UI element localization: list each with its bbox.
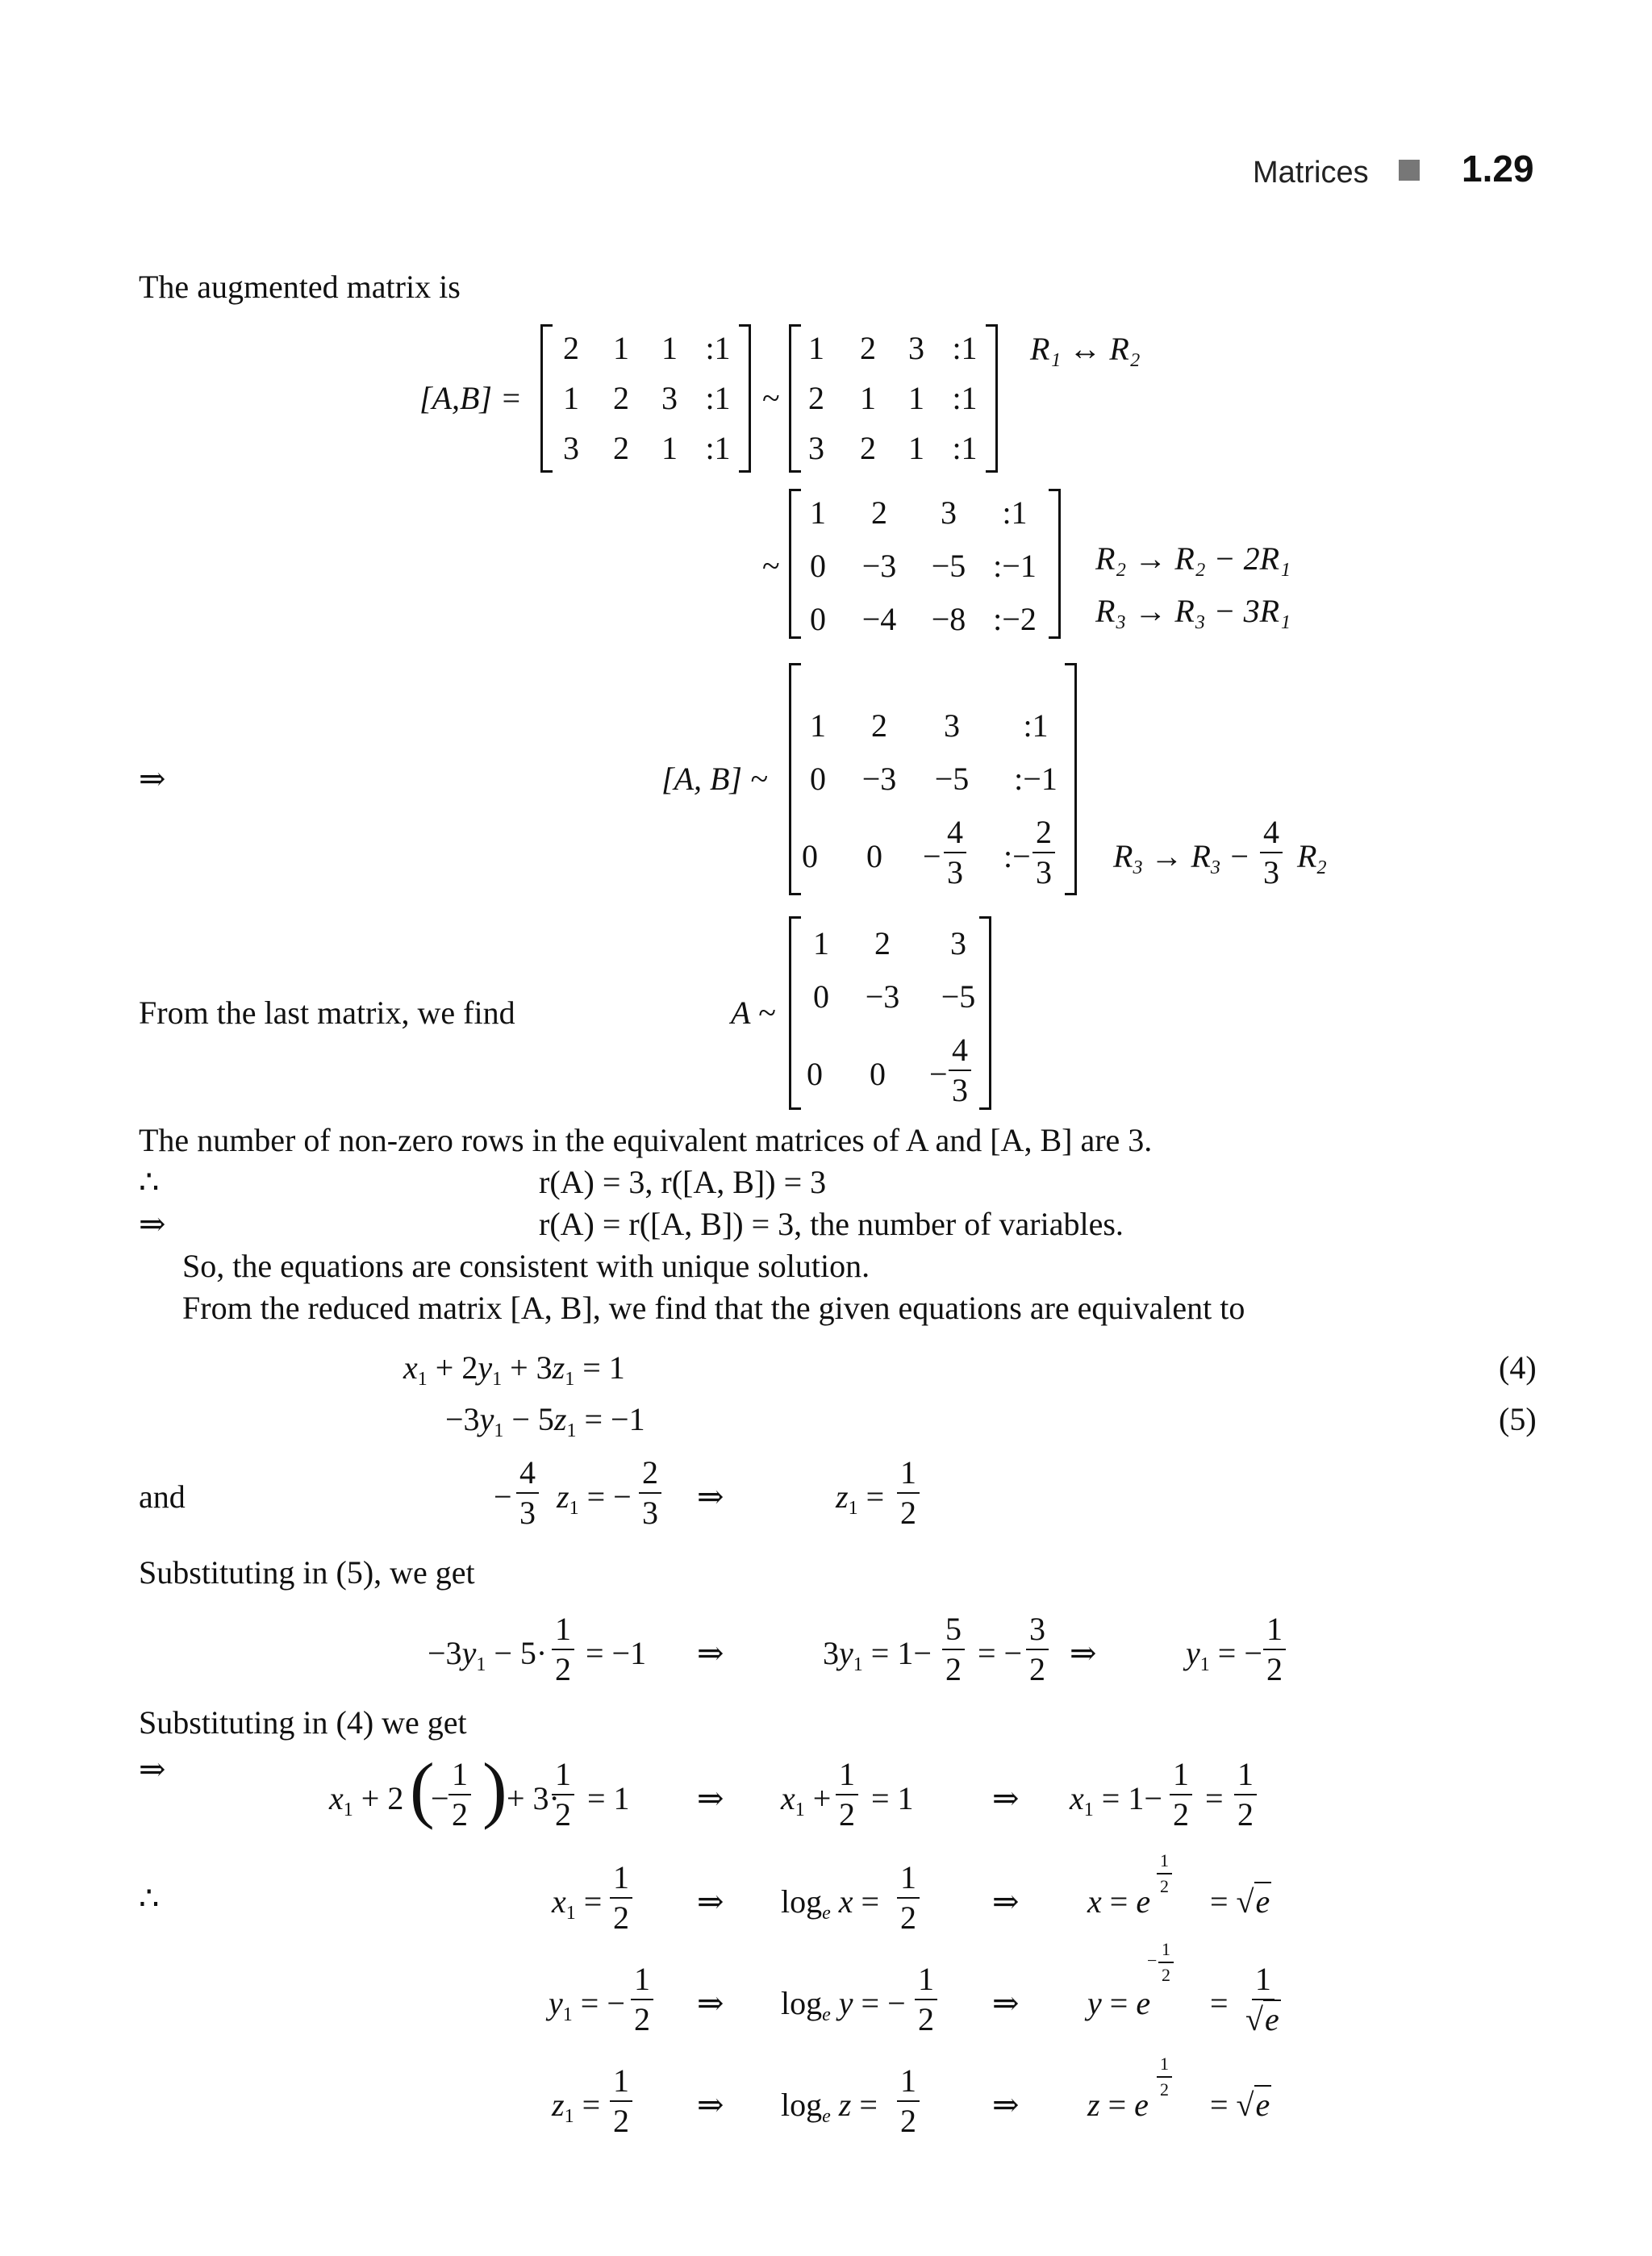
matrix-cell: 3 — [950, 925, 966, 961]
matrix-cell: −8 — [931, 601, 966, 637]
matrix-cell: 1 — [908, 380, 924, 416]
op-row3: R₃ → R₃ − 3R₁ — [1095, 593, 1291, 629]
matrix-cell: 2 — [871, 707, 887, 744]
implies-2: ⇒ — [139, 1206, 166, 1242]
from-last-text: From the last matrix, we find — [139, 995, 515, 1031]
matrix-cell: :−1 — [1014, 761, 1058, 797]
nonzero-rows-text: The number of non-zero rows in the equivalent matrices of A and [A, B] are 3. — [139, 1122, 1153, 1158]
matrix-cell: $\frac{4}{3}$ — [949, 1034, 971, 1107]
matrix-cell: 0 — [810, 601, 826, 637]
consistent-text: So, the equations are consistent with unique solution. — [182, 1248, 870, 1284]
matrix-cell: 1 — [810, 494, 826, 531]
tilde-1: ~ — [762, 380, 780, 416]
matrix-cell: 0 — [802, 838, 818, 874]
matrix-cell: :1 — [1023, 707, 1049, 744]
matrix-cell: 0 — [870, 1056, 886, 1092]
matrix-cell: :1 — [952, 430, 978, 466]
rank-line: r(A) = 3, r([A, B]) = 3 — [539, 1164, 827, 1200]
matrix-cell: 1 — [661, 430, 678, 466]
tilde-2: ~ — [762, 548, 780, 584]
matrix-cell: :1 — [705, 330, 731, 366]
matrix-cell: − — [923, 838, 941, 874]
op-swap: R₁ ↔ R₂ — [1030, 331, 1141, 367]
matrix-cell: 0 — [810, 548, 826, 584]
matrix-cell: − — [929, 1056, 948, 1092]
matrix-cell: 2 — [808, 380, 824, 416]
matrix-cell: 0 — [813, 978, 829, 1015]
matrix-cell: 3 — [941, 494, 957, 531]
matrix-cell: 0 — [866, 838, 882, 874]
matrix-cell: −3 — [861, 548, 897, 584]
equation-5-tag: (5) — [1499, 1401, 1537, 1437]
subst5-text: Substituting in (5), we get — [139, 1554, 475, 1591]
and-text: and — [139, 1478, 186, 1515]
reduced-text: From the reduced matrix [A, B], we find that the given equations are equivalent to — [182, 1290, 1245, 1326]
ab-tilde: [A, B] ~ — [661, 761, 768, 797]
aug-label: [A,B] = — [419, 380, 522, 416]
matrix-cell: :1 — [1002, 494, 1028, 531]
matrix-cell: $\frac{2}{3}$ — [1032, 816, 1055, 889]
matrix-cell: 0 — [810, 761, 826, 797]
matrix-cell: 1 — [813, 925, 829, 961]
page-number: 1.29 — [1462, 148, 1534, 190]
matrix-cell: 2 — [613, 430, 629, 466]
matrix-cell: 2 — [874, 925, 891, 961]
matrix-cell: 1 — [810, 707, 826, 744]
header-square-icon — [1399, 160, 1420, 181]
equation-4-tag: (4) — [1499, 1349, 1537, 1386]
matrix-cell: 2 — [860, 330, 876, 366]
a-tilde: A ~ — [731, 995, 776, 1031]
rank-equal: r(A) = r([A, B]) = 3, the number of variables. — [539, 1206, 1124, 1242]
matrix-cell: 2 — [563, 330, 579, 366]
matrix-cell: :−2 — [993, 601, 1037, 637]
matrix-cell: :1 — [705, 380, 731, 416]
matrix-cell: :− — [1003, 838, 1031, 874]
matrix-cell: 3 — [661, 380, 678, 416]
matrix-cell: 1 — [661, 330, 678, 366]
matrix-cell: 3 — [908, 330, 924, 366]
matrix-cell: −5 — [934, 761, 970, 797]
matrix-cell: 1 — [563, 380, 579, 416]
therefore-2: ∴ — [139, 1880, 160, 1916]
matrix-cell: −5 — [931, 548, 966, 584]
matrix-cell: 2 — [613, 380, 629, 416]
matrix-cell: −3 — [861, 761, 897, 797]
augmented-intro: The augmented matrix is — [139, 269, 461, 305]
op-row2: R₂ → R₂ − 2R₁ — [1095, 540, 1291, 577]
matrix-cell: :1 — [705, 430, 731, 466]
matrix-cell: 3 — [808, 430, 824, 466]
matrix-cell: :1 — [952, 330, 978, 366]
matrix-cell: 0 — [807, 1056, 823, 1092]
matrix-cell: −5 — [941, 978, 976, 1015]
matrix-cell: 3 — [563, 430, 579, 466]
therefore-1: ∴ — [139, 1164, 160, 1200]
matrix-cell: −4 — [861, 601, 897, 637]
matrix-cell: 3 — [944, 707, 960, 744]
equation-4: $x_1 + 2y_1 + 3z_1 = 1$ — [403, 1349, 625, 1390]
subst4-text: Substituting in (4) we get — [139, 1704, 467, 1741]
matrix-cell: 1 — [860, 380, 876, 416]
matrix-cell: 2 — [871, 494, 887, 531]
matrix-cell: −3 — [865, 978, 900, 1015]
matrix-cell: $\frac{4}{3}$ — [944, 816, 966, 889]
equation-5: $-3y_1 - 5z_1 = -1$ — [445, 1401, 645, 1441]
running-header-section: Matrices — [1253, 156, 1369, 190]
matrix-cell: 1 — [808, 330, 824, 366]
implies-3: ⇒ — [139, 1751, 166, 1787]
matrix-cell: 1 — [908, 430, 924, 466]
matrix-cell: :−1 — [993, 548, 1037, 584]
matrix-cell: :1 — [952, 380, 978, 416]
matrix-cell: 2 — [860, 430, 876, 466]
implies-1: ⇒ — [139, 761, 166, 797]
matrix-cell: 1 — [613, 330, 629, 366]
